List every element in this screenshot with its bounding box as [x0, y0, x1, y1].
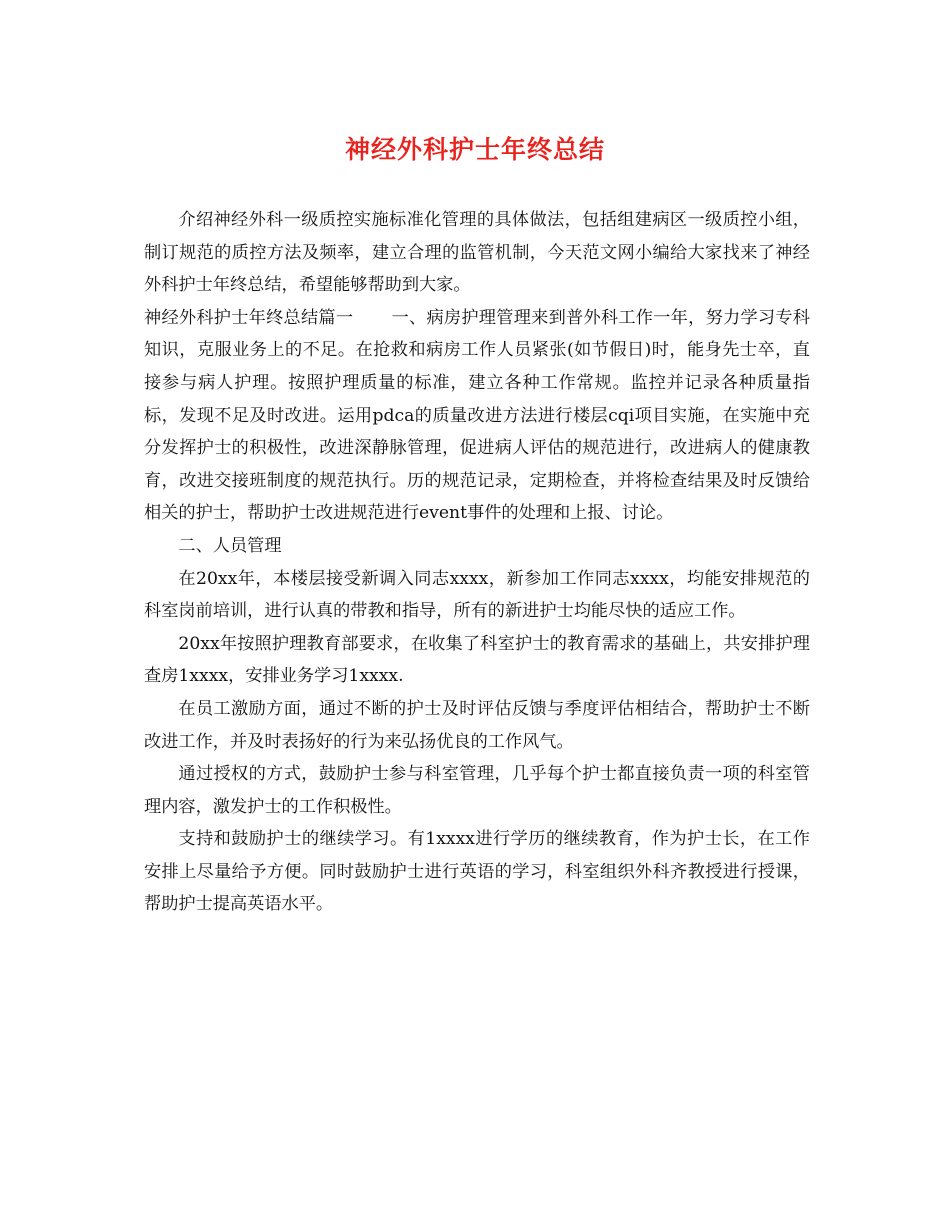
- body-paragraph: 在20xx年，本楼层接受新调入同志xxxx，新参加工作同志xxxx，均能安排规范的科室岗前培训，进行认真的带教和指导，所有的新进护士均能尽快的适应工作。: [144, 568, 810, 622]
- body-paragraph: 在员工激励方面，通过不断的护士及时评估反馈与季度评估相结合，帮助护士不断改进工作，并及时表扬好的行为来弘扬优良的工作风气。: [144, 698, 810, 752]
- document-title: 神经外科护士年终总结: [344, 135, 605, 164]
- body-paragraph: 20xx年按照护理教育部要求，在收集了科室护士的教育需求的基础上，共安排护理查房1xxxx，安排业务学习1xxxx.: [144, 633, 810, 687]
- section-one-paragraph: [144, 302, 810, 530]
- intro-paragraph: 介绍神经外科一级质控实施标准化管理的具体做法，包括组建病区一级质控小组，制订规范的质控方法及频率，建立合理的监管机制，今天范文网小编给大家找来了神经外科护士年终总结，希望能够帮助到大家。: [144, 210, 810, 296]
- section-two-heading: 二、人员管理: [178, 535, 282, 556]
- body-paragraph: 通过授权的方式，鼓励护士参与科室管理，几乎每个护士都直接负责一项的科室管理内容，激发护士的工作积极性。: [144, 764, 810, 817]
- body-paragraph: 支持和鼓励护士的继续学习。有1xxxx进行学历的继续教育，作为护士长，在工作安排上尽量给予方便。同时鼓励护士进行英语的学习，科室组织外科齐教授进行授课，帮助护士提高英语水平。: [144, 829, 810, 915]
- section-one-body: 一、病房护理管理来到普外科工作一年，努力学习专科知识，克服业务上的不足。在抢救和病房工作人员紧张(如节假日)时，能身先士卒，直接参与病人护理。按照护理质量的标准，建立各种工作常规。监控并记录各种质量指标，发现不足及时改进。运用pdca的质量改进方法进行楼层cqi项目实施，在实施中充分发挥护士的积极性，改进深静脉管理，促进病人评估的规范进行，改进病人的健康教育，改进交接班制度的规范执行。历的规范记录，定期检查，并将检查结果及时反馈给相关的护士，帮助护士改进规范进行event事件的处理和上报、讨论。: [144, 307, 810, 524]
- document-body: [144, 204, 810, 921]
- section-one-heading: 神经外科护士年终总结篇一: [144, 307, 354, 328]
